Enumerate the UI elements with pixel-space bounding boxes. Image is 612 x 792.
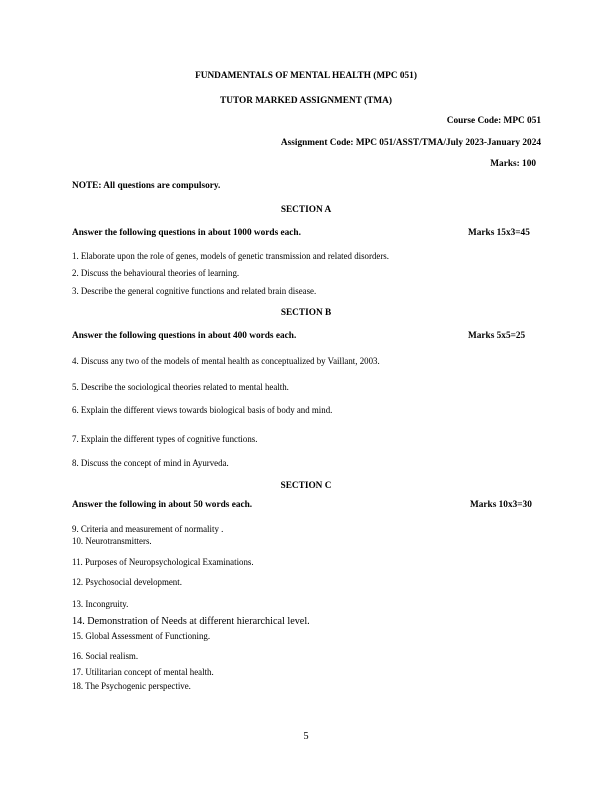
question-item: 4. Discuss any two of the models of mental health as conceptualized by Vaillant, 2003.: [72, 356, 380, 366]
section-title: SECTION B: [280, 308, 332, 318]
question-item: 10. Neurotransmitters.: [72, 536, 152, 546]
question-item: 16. Social realism.: [72, 651, 139, 661]
question-item: 11. Purposes of Neuropsychological Examinations.: [72, 557, 254, 567]
page-number: 5: [303, 731, 309, 742]
question-item: 13. Incongruity.: [72, 599, 129, 609]
section-instruction: Answer the following questions in about 1000 words each.: [72, 228, 301, 238]
section-instruction: Answer the following questions in about 400 words each.: [72, 331, 297, 341]
section-marks: Marks 15x3=45: [468, 228, 530, 238]
question-item: 8. Discuss the concept of mind in Ayurveda.: [72, 458, 229, 468]
question-item: 15. Global Assessment of Functioning.: [72, 631, 211, 641]
section-title: SECTION A: [280, 205, 332, 215]
question-item: 7. Explain the different types of cognitive functions.: [72, 434, 258, 444]
section-instruction: Answer the following in about 50 words each.: [72, 500, 253, 510]
question-item: 17. Utilitarian concept of mental health.: [72, 667, 214, 677]
question-item: 6. Explain the different views towards biological basis of body and mind.: [72, 405, 333, 415]
question-item: 2. Discuss the behavioural theories of learning.: [72, 268, 240, 278]
question-item: 5. Describe the sociological theories related to mental health.: [72, 382, 289, 392]
question-item: 18. The Psychogenic perspective.: [72, 681, 191, 691]
section-title: SECTION C: [280, 481, 332, 491]
document-title: FUNDAMENTALS OF MENTAL HEALTH (MPC 051): [195, 71, 417, 81]
assignment-code: Assignment Code: MPC 051/ASST/TMA/July 2023-January 2024: [280, 138, 541, 148]
note: NOTE: All questions are compulsory.: [72, 181, 221, 191]
section-marks: Marks 10x3=30: [470, 500, 532, 510]
question-item: 1. Elaborate upon the role of genes, models of genetic transmission and related disorders.: [72, 251, 389, 261]
question-item: 14. Demonstration of Needs at different hierarchical level.: [72, 616, 310, 627]
total-marks: Marks: 100: [490, 159, 536, 169]
course-code: Course Code: MPC 051: [446, 116, 541, 126]
document-subtitle: TUTOR MARKED ASSIGNMENT (TMA): [220, 96, 392, 106]
question-item: 3. Describe the general cognitive functions and related brain disease.: [72, 286, 317, 296]
section-marks: Marks 5x5=25: [468, 331, 526, 341]
question-item: 9. Criteria and measurement of normality .: [72, 524, 224, 534]
question-item: 12. Psychosocial development.: [72, 577, 182, 587]
